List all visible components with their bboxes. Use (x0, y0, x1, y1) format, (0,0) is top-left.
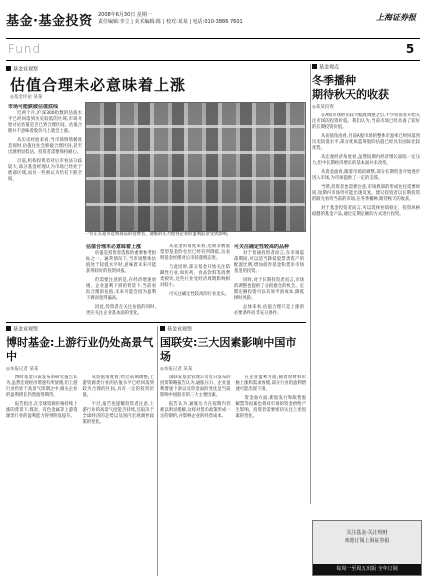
side-headline: 冬季播种 期待秋天的收获 (312, 73, 389, 101)
header-rule-bottom (6, 60, 420, 61)
paragraph: 因此,投资者在关注估值的同时,更应关注企业基本面的变化。 (86, 305, 156, 316)
page-header (0, 0, 426, 62)
header-rule (6, 38, 420, 39)
bottom-article-1-headline: 博时基金:上游行业仍处高景气中 (6, 335, 154, 363)
photo-caption: 一位正在超市选购商品的消费者。通胀的压力使得企业的盈利前景受到影响。 (85, 232, 232, 237)
square-bullet-icon (160, 326, 165, 331)
paragraph: 从估值角度看,目前A股市场的整体市盈率已经回落到历史较低水平,部分优质蓝筹股的估值已经具有国际比较优势。 (312, 133, 420, 151)
bottom-article-1-byline: ◎本报记者 某某 (6, 366, 39, 372)
column-divider (310, 64, 311, 504)
bottom-article-1-tag (6, 326, 154, 334)
photo-shelf (86, 177, 305, 180)
bottom-article-1-body (6, 375, 154, 579)
date-line: 2008年6月30日 星期一 (98, 12, 152, 18)
paragraph: 可关注确定性较高的行业龙头。 (169, 292, 230, 297)
bottom-article-1 (6, 326, 154, 576)
paragraph: 从基金的角度来看,近期多数股票型基金的仓位已经有所降低,这表明基金经理对后市持谨慎态度。 (160, 244, 230, 261)
paragraph: 当然,投资者也需要注意,市场底部的形成往往需要时间,短期内市场仍可能出现反复。建议投资者以长期投资的眼光看待当前的市场,在冬季播种,期待秋天的收获。 (312, 184, 420, 202)
main-subhead-3: 可关注确定性较高的品种 (234, 244, 290, 250)
editor-line: 责任编辑:李立 | 美术编辑:陈 | 校对:某某 | 电话:010-3886 7601 (98, 19, 243, 25)
advertisement-box (312, 520, 422, 576)
bottom1-tag-text: 基金业观察 (13, 326, 39, 333)
paragraph: 从宏观经济角度看,虽然短期内经济增长面临一定压力,但中长期经济增长的基本面并未改变。 (312, 154, 420, 166)
paragraph: 对于基金投资者而言,可以选择业绩稳定、投资风格稳健的基金产品,通过定期定额的方式进行投资。 (312, 205, 420, 217)
bottom2-tag-text: 基金业观察 (167, 326, 193, 333)
paragraph: 估值是投资者选股的重要参考指标之一。通常情况下,当市场整体估值处于较低水平时,意味着未来可能获得较好的投资回报。 (86, 251, 156, 274)
paragraph: 同时,对于长期投资者而言,市场的调整也提供了分批建仓的机会。定期定额投资可以有效平滑成本,降低择时风险。 (234, 278, 304, 301)
header-top (6, 6, 420, 36)
bottom-article-2 (160, 326, 306, 576)
main-col-3 (160, 244, 230, 316)
paragraph: 从估值角度看,经过前期调整,上游资源类行业的估值水平已经回落到较为合理的区间,具有一定的投资价值。 (82, 374, 154, 398)
paragraph: 不过,报告也提醒投资者注意,上游行业的高景气度能否持续,还取决于全球经济的走势以及国内宏观调控政策的变化。 (82, 401, 154, 425)
side-body (312, 113, 420, 513)
section-logo: 基金·基金投资 (6, 14, 93, 29)
side-tag-text: 基金观点 (319, 64, 340, 71)
paragraph: 在企业盈利方面,随着原材料价格上涨和需求放缓,部分行业的盈利增速可能出现下滑。 (235, 374, 306, 392)
main-article (6, 64, 306, 319)
paragraph: 资金面方面,新股发行和限售股解禁等因素也将对市场的资金供给产生影响。投资者需要密切关注上述因素的变化。 (235, 395, 306, 419)
paragraph: 从历史经验来看,当市场情绪极度悲观时,估值往往会跌破合理区间,甚至出现明显低估。投资者需要保持耐心。 (8, 138, 82, 155)
photo-shelf (86, 125, 305, 128)
paragraph: 对于普通投资者而言,在市场震荡期间,可以适当降低股票类资产的配置比例,增加债券基金和货币市场基金的投资。 (234, 251, 304, 274)
side-byline: ◎某某投资 (312, 104, 334, 110)
paragraph: 近两个月,沪深300指数的估值水平已经回落到历史较低的区域,市场开始讨论估值是否已到合理区间。估值合理并不意味着股价马上就会上涨。 (8, 111, 82, 134)
section-name: Fund (8, 42, 42, 56)
ad-text: 关注基金·关注理财 欢迎订阅上海证券报 (344, 530, 390, 544)
paragraph: 与此同时,部分基金开始关注防御性行业,如医药、食品饮料等消费类板块,这些行业受经济周期影响相对较小。 (160, 265, 230, 288)
newspaper-brand: 上海证券报 (376, 12, 416, 22)
paragraph: 报告认为,通胀压力在短期内仍难以明显缓解,这将对货币政策形成一定的制约,并影响企业的经营成本。 (160, 401, 231, 419)
paragraph: 国联安基金管理公司近日发布的投资策略报告认为,通胀压力、企业盈利增速下滑以及资金面的变化是当前影响中国股市的三大主要因素。 (160, 374, 231, 398)
main-subhead-2: 估值合理未必意味着上涨 (86, 244, 142, 250)
main-col-1 (8, 104, 82, 316)
paragraph: 报告指出,在全球资源价格持续上涨的背景下,煤炭、有色金属等上游资源类行业的盈利能力得到明显提升。 (6, 401, 78, 419)
paragraph: 在A股市场经历较大幅度调整之后,不少投资者开始关注市场的投资价值。我们认为,当前市场已经具备了较好的长期投资价值。 (312, 112, 420, 130)
photo-shelf (86, 151, 305, 154)
main-article-tag (6, 66, 38, 74)
paragraph: 博时基金日前发布的研究报告认为,虽然宏观经济增速有所放缓,但上游行业仍处于高景气周期之中,相关企业的盈利增长仍然值得期待。 (6, 374, 78, 398)
date-info (98, 12, 268, 26)
column-divider (157, 326, 158, 576)
supermarket-photo (85, 102, 306, 232)
photo-shelf (86, 203, 305, 206)
main-col-2 (86, 244, 156, 316)
side-article (312, 64, 420, 504)
page-number: 5 (405, 42, 415, 56)
square-bullet-icon (6, 66, 11, 71)
bottom-article-2-byline: ◎本报记者 某某 (160, 366, 193, 372)
main-headline: 估值合理未必意味着上涨 (10, 76, 187, 94)
paragraph: 从资金面看,随着市场的调整,部分长期资金开始逐步进入市场,为市场提供了一定的支撑。 (312, 169, 420, 181)
bottom-article-2-tag (160, 326, 306, 334)
paragraph: 目前,机构投资者对后市看法分歧较大,部分基金经理认为市场已经处于底部区域,而另一些则认为仍有下跌空间。 (8, 159, 82, 182)
section-divider (6, 322, 306, 323)
paragraph: 但需要注意的是,在经济增速放缓、企业盈利下滑的背景下,当前看似合理的估值,未来可能会因为盈利下调而变得偏高。 (86, 278, 156, 301)
main-subhead: 市场可能跌破估值底线 (8, 104, 59, 110)
bottom-article-2-headline: 国联安:三大因素影响中国市场 (160, 335, 297, 363)
main-byline: ◎基金评论 某某 (10, 95, 43, 100)
main-col-4 (234, 244, 304, 316)
square-bullet-icon (6, 326, 11, 331)
side-article-tag (312, 64, 420, 72)
square-bullet-icon (312, 64, 317, 69)
paragraph: 总体来看,估值合理只是上涨的必要条件而非充分条件。 (234, 305, 304, 316)
main-tag-text: 基金业观察 (13, 66, 39, 73)
ad-strip: 每周一至周五出版 全年订阅 (313, 564, 421, 575)
bottom-article-2-body (160, 375, 306, 579)
